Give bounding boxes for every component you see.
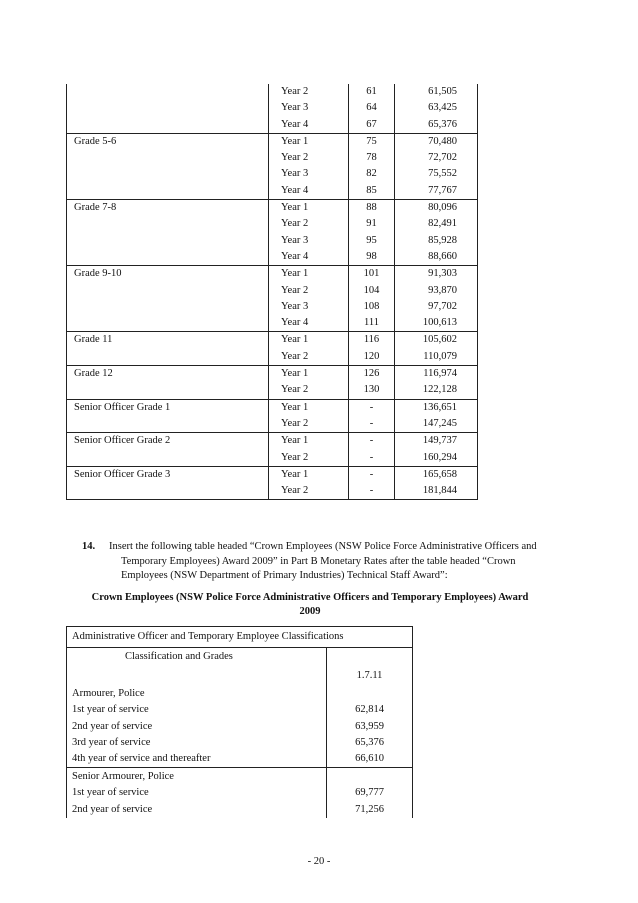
grade-label-cell: [67, 200, 269, 266]
grade-label-cell: [67, 433, 269, 467]
salary-cell: [395, 466, 478, 500]
grade-group-row: [67, 84, 478, 133]
classification-table: [66, 626, 413, 818]
salary-cell: [395, 433, 478, 467]
salary-value: 82,491: [428, 218, 457, 230]
salary-value: 149,737: [422, 435, 457, 447]
points-value: 88: [366, 202, 377, 214]
points-value: 101: [363, 268, 380, 280]
salary-value: 147,245: [422, 417, 457, 429]
salary-value: 70,480: [428, 135, 457, 147]
points-cell: [349, 399, 395, 433]
grade-group-row: [67, 399, 478, 433]
year-value: Year 4: [281, 118, 309, 130]
grade-label: Grade 11: [74, 334, 113, 346]
grade-label: Grade 7-8: [74, 202, 117, 214]
salary-value: 181,844: [422, 485, 457, 497]
points-value: 78: [366, 152, 377, 164]
year-cell: [269, 266, 349, 332]
grade-label-cell: [67, 133, 269, 199]
service-value: 65,376: [355, 736, 384, 748]
year-cell: [269, 433, 349, 467]
year-cell: [269, 200, 349, 266]
year-cell: [269, 366, 349, 400]
award-title-line-1: Crown Employees (NSW Police Force Administrative Officers and Temporary Employees) Award: [91, 592, 529, 603]
points-value: -: [369, 485, 374, 497]
year-value: Year 1: [281, 401, 309, 413]
points-cell: [349, 266, 395, 332]
service-label: 4th year of service and thereafter: [72, 752, 211, 764]
page-number: - 20 -: [307, 856, 331, 867]
salary-value: 65,376: [428, 118, 457, 130]
grade-group-row: [67, 200, 478, 266]
salary-value: 122,128: [422, 384, 457, 396]
year-value: Year 3: [281, 168, 309, 180]
year-value: Year 3: [281, 102, 309, 114]
points-value: 64: [366, 102, 377, 114]
grade-label-cell: [67, 466, 269, 500]
year-value: Year 1: [281, 135, 309, 147]
grade-label: Grade 12: [74, 368, 113, 380]
salary-cell: [395, 84, 478, 133]
year-value: Year 2: [281, 86, 309, 97]
points-value: -: [369, 451, 374, 463]
classification-section: [67, 648, 412, 768]
grade-group-row: [67, 433, 478, 467]
salary-value: 105,602: [422, 334, 457, 346]
points-value: 120: [363, 350, 380, 362]
grade-label: [74, 84, 268, 100]
salary-value: 80,096: [428, 202, 457, 214]
points-cell: [349, 200, 395, 266]
classification-values: [327, 768, 412, 818]
points-value: 85: [366, 184, 377, 196]
service-value: 62,814: [355, 704, 384, 716]
grade-label-cell: [67, 84, 269, 133]
classification-grades-header: Classification and Grades: [125, 651, 233, 662]
year-value: Year 2: [281, 350, 309, 362]
instruction-line-3: Employees (NSW Department of Primary Industries) Technical Staff Award”:: [121, 570, 448, 581]
salary-value: 100,613: [422, 317, 457, 329]
classification-section: [67, 768, 412, 818]
points-value: 82: [366, 168, 377, 180]
classification-table-header: Administrative Officer and Temporary Employee Classifications: [67, 627, 412, 648]
grade-label-cell: [67, 266, 269, 332]
year-value: Year 4: [281, 250, 309, 262]
salary-value: 93,870: [428, 284, 457, 296]
points-value: 91: [366, 218, 377, 230]
instruction-paragraph: [82, 540, 562, 584]
points-cell: [349, 466, 395, 500]
service-label: 2nd year of service: [72, 803, 153, 815]
year-cell: [269, 332, 349, 366]
salary-cell: [395, 266, 478, 332]
points-value: 95: [366, 234, 377, 246]
points-cell: [349, 332, 395, 366]
service-value: 63,959: [355, 720, 384, 732]
salary-value: 75,552: [428, 168, 457, 180]
service-value: 69,777: [355, 787, 384, 799]
grade-group-row: [67, 332, 478, 366]
year-cell: [269, 84, 349, 133]
grade-label: Grade 9-10: [74, 268, 122, 280]
grade-label-cell: [67, 366, 269, 400]
points-cell: [349, 133, 395, 199]
points-value: -: [369, 401, 374, 413]
instruction-number: 14.: [82, 541, 96, 552]
year-value: Year 3: [281, 234, 309, 246]
year-value: Year 2: [281, 485, 309, 497]
salary-cell: [395, 133, 478, 199]
spacer: [327, 769, 412, 785]
points-cell: [349, 366, 395, 400]
year-value: Year 2: [281, 218, 309, 230]
year-cell: [269, 133, 349, 199]
points-value: -: [369, 435, 374, 447]
year-value: Year 2: [281, 384, 309, 396]
grade-label: Senior Officer Grade 3: [74, 468, 171, 480]
spacer: [67, 668, 326, 684]
spacer: [327, 686, 412, 702]
salary-value: 116,974: [423, 368, 457, 380]
instruction-line-2: Temporary Employees) Award 2009” in Part B Monetary Rates after the table headed “Crown: [121, 555, 516, 567]
service-value: 66,610: [355, 752, 384, 764]
salary-value: 110,079: [423, 350, 457, 362]
section-title: Armourer, Police: [72, 688, 145, 700]
points-value: 111: [364, 317, 379, 329]
salary-cell: [395, 399, 478, 433]
points-value: 75: [366, 135, 377, 147]
points-value: 116: [363, 334, 380, 346]
classification-values: [327, 648, 412, 767]
points-value: -: [369, 417, 374, 429]
points-value: 108: [363, 300, 380, 312]
year-value: Year 3: [281, 300, 309, 312]
year-value: Year 2: [281, 417, 309, 429]
salary-value: 63,425: [428, 102, 457, 114]
salary-value: 77,767: [428, 184, 457, 196]
grade-group-row: [67, 266, 478, 332]
year-value: Year 1: [281, 368, 309, 380]
salary-cell: [395, 332, 478, 366]
year-cell: [269, 399, 349, 433]
salary-cell: [395, 366, 478, 400]
year-value: Year 1: [281, 268, 309, 280]
grade-label: Senior Officer Grade 1: [74, 401, 171, 413]
grade-group-row: [67, 466, 478, 500]
spacer: [327, 648, 412, 668]
year-value: Year 1: [281, 334, 309, 346]
grade-label-cell: [67, 332, 269, 366]
year-cell: [269, 466, 349, 500]
classification-labels: [67, 768, 327, 818]
year-value: Year 2: [281, 152, 309, 164]
salary-value: 97,702: [428, 300, 457, 312]
year-value: Year 1: [281, 435, 309, 447]
service-label: 2nd year of service: [72, 720, 153, 732]
grade-label: Grade 5-6: [74, 135, 117, 147]
service-value: 71,256: [355, 803, 384, 815]
service-label: 3rd year of service: [72, 736, 151, 748]
salary-value: 72,702: [428, 152, 457, 164]
points-value: 67: [366, 118, 377, 130]
grade-label-cell: [67, 399, 269, 433]
points-value: 104: [363, 284, 380, 296]
salary-value: 136,651: [422, 401, 457, 413]
service-label: 1st year of service: [72, 787, 149, 799]
grade-group-row: [67, 133, 478, 199]
points-cell: [349, 84, 395, 133]
date-header: 1.7.11: [356, 670, 383, 681]
points-value: -: [369, 468, 374, 480]
instruction-line-1: Insert the following table headed “Crown Employees (NSW Police Force Administrative Officers and: [109, 541, 537, 552]
section-title: Senior Armourer, Police: [72, 771, 174, 783]
points-value: 61: [366, 86, 377, 97]
salary-value: 88,660: [428, 250, 457, 262]
salary-value: 61,505: [428, 86, 457, 97]
points-value: 126: [363, 368, 380, 380]
points-cell: [349, 433, 395, 467]
salary-value: 85,928: [428, 234, 457, 246]
classification-labels: [67, 648, 327, 767]
year-value: Year 4: [281, 317, 309, 329]
salary-value: 91,303: [428, 268, 457, 280]
year-value: Year 4: [281, 184, 309, 196]
salary-value: 160,294: [422, 451, 457, 463]
points-value: 98: [366, 250, 377, 262]
salary-value: 165,658: [422, 468, 457, 480]
grade-group-row: [67, 366, 478, 400]
service-label: 1st year of service: [72, 704, 149, 716]
year-value: Year 2: [281, 451, 309, 463]
year-value: Year 2: [281, 284, 309, 296]
year-value: Year 1: [281, 202, 309, 214]
year-value: Year 1: [281, 468, 309, 480]
points-value: 130: [363, 384, 380, 396]
grade-salary-table: [66, 84, 478, 500]
award-title: [60, 591, 560, 619]
grade-label: Senior Officer Grade 2: [74, 435, 171, 447]
award-title-line-2: 2009: [299, 606, 321, 617]
salary-cell: [395, 200, 478, 266]
